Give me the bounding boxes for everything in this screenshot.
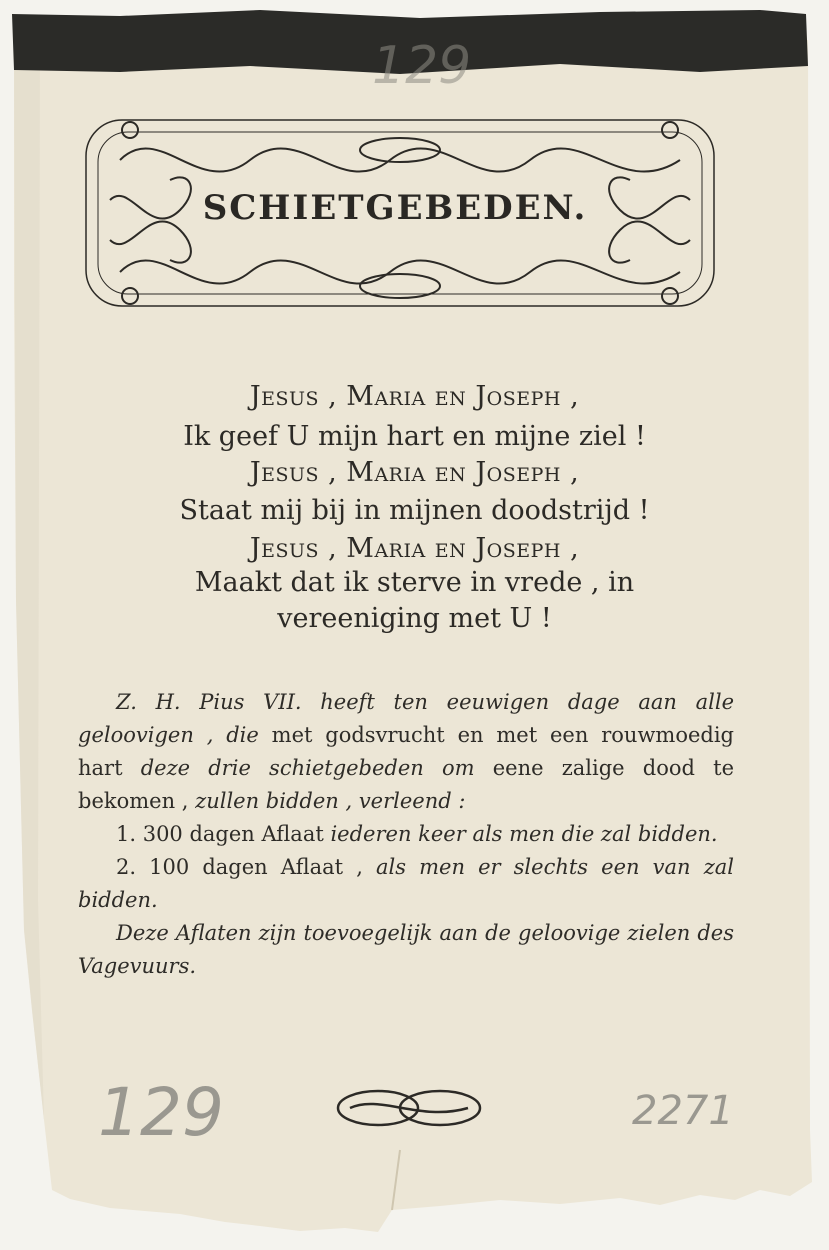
- intro-part-e: zullen bidden , verleend :: [195, 789, 466, 813]
- prayer-line-7: vereeniging met U !: [277, 603, 552, 634]
- pencil-annotation-left: 129: [98, 1074, 224, 1151]
- prayer-line-6: Maakt dat ik sterve in vrede , in: [194, 567, 635, 598]
- indulgence-note: [78, 686, 734, 983]
- prayer-line-3: Jesus , Maria en Joseph ,: [249, 457, 580, 488]
- page-title: SCHIETGEBEDEN.: [202, 188, 588, 228]
- prayer-line-1: Jesus , Maria en Joseph ,: [249, 381, 580, 412]
- pencil-annotation-top: 129: [372, 36, 472, 96]
- indulgence-intro: [78, 686, 734, 818]
- item1-condition: iederen keer als men die zal bidden.: [330, 822, 718, 846]
- prayer-line-5: Jesus , Maria en Joseph ,: [249, 533, 580, 564]
- pencil-annotation-right: 2271: [632, 1088, 734, 1134]
- intro-part-c: deze drie schietgebeden om: [140, 756, 475, 780]
- prayer-line-4: Staat mij bij in mijnen doodstrijd !: [179, 495, 650, 526]
- intro-part-d: eene zalige dood te bekomen ,: [78, 756, 734, 813]
- intro-part-b: met godsvrucht en met een rouwmoedig hart: [78, 723, 735, 780]
- indulgence-item-1: [78, 818, 734, 851]
- indulgence-closing: [78, 917, 734, 983]
- indulgence-item-2: [78, 851, 734, 917]
- item2-condition: als men er slechts een van zal bidden.: [78, 855, 734, 912]
- item2-label: 2. 100 dagen Aflaat ,: [116, 855, 376, 879]
- intro-part-a: Z. H. Pius VII. heeft ten eeuwigen dage aan alle geloovigen , die: [78, 690, 734, 747]
- prayer-line-2: Ik geef U mijn hart en mijne ziel !: [183, 421, 646, 452]
- closing-text: Deze Aflaten zijn toevoegelijk aan de geloovige zielen des Vagevuurs.: [78, 921, 734, 978]
- item1-label: 1. 300 dagen Aflaat: [116, 822, 331, 846]
